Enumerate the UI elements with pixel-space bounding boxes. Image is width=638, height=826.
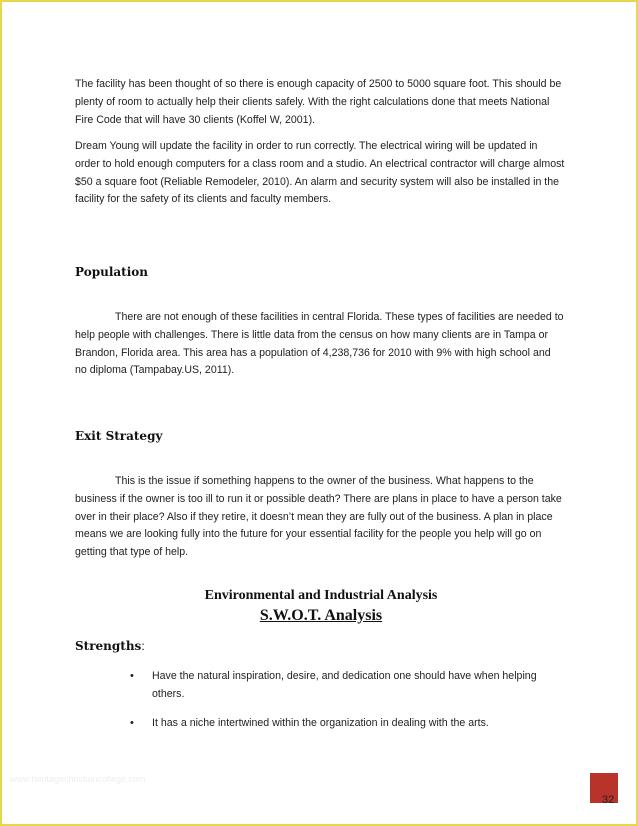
population-heading: Population xyxy=(75,265,148,279)
strengths-heading-text: Strengths xyxy=(75,639,142,653)
strength-bullet-text: Have the natural inspiration, desire, and dedication one should have when helping others. xyxy=(152,670,537,700)
exit-strategy-heading: Exit Strategy xyxy=(75,429,163,443)
bullet-dot-icon: • xyxy=(130,670,134,682)
population-paragraph: There are not enough of these facilities in central Florida. These types of facilities are needed to help people with challenges. There is little data from the census on how many clients are in Tampa or Brandon, Florida area. This area has a population of 4,238,736 for 2010 with 9% with high school and no diploma (Tampabay.US, 2011). xyxy=(75,311,564,377)
paragraph-facility-update: Dream Young will update the facility in order to run correctly. The electrical wiring will be updated in order to hold enough computers for a class room and a studio. An electrical contractor will charge almost $50 a square foot (Reliable Remodeler, 2010). An alarm and security system will also be installed in the facility for the safety of its clients and faculty members. xyxy=(75,140,565,206)
strength-bullet-text: It has a niche intertwined within the organization in dealing with the arts. xyxy=(152,717,489,729)
strength-bullet-item xyxy=(130,668,550,704)
analysis-title: Environmental and Industrial Analysis xyxy=(204,588,438,603)
watermark-text: www.heritagechristiancollege.com xyxy=(10,774,146,784)
bullet-dot-icon: • xyxy=(130,717,134,729)
paragraph-facility-capacity: The facility has been thought of so there is enough capacity of 2500 to 5000 square foot. This should be plenty of room to actually help their clients safely. With the right calculations done that meets National Fire Code that will have 30 clients (Koffel W, 2001). xyxy=(75,78,562,126)
strengths-colon: : xyxy=(141,639,145,653)
page-number: 32 xyxy=(602,794,615,806)
swot-subtitle: S.W.O.T. Analysis xyxy=(259,607,383,624)
strengths-heading xyxy=(75,639,145,653)
exit-strategy-paragraph: This is the issue if something happens to the owner of the business. What happens to the business if the owner is too ill to run it or possible death? There are plans in place to have a person take over in their place? Also if they retire, it doesn’t mean they are fully out of the business. A plan in place means we are looking fully into the future for your essential facility for the people you help will go on getting that type of help. xyxy=(75,475,562,559)
strength-bullet-item xyxy=(130,715,550,733)
